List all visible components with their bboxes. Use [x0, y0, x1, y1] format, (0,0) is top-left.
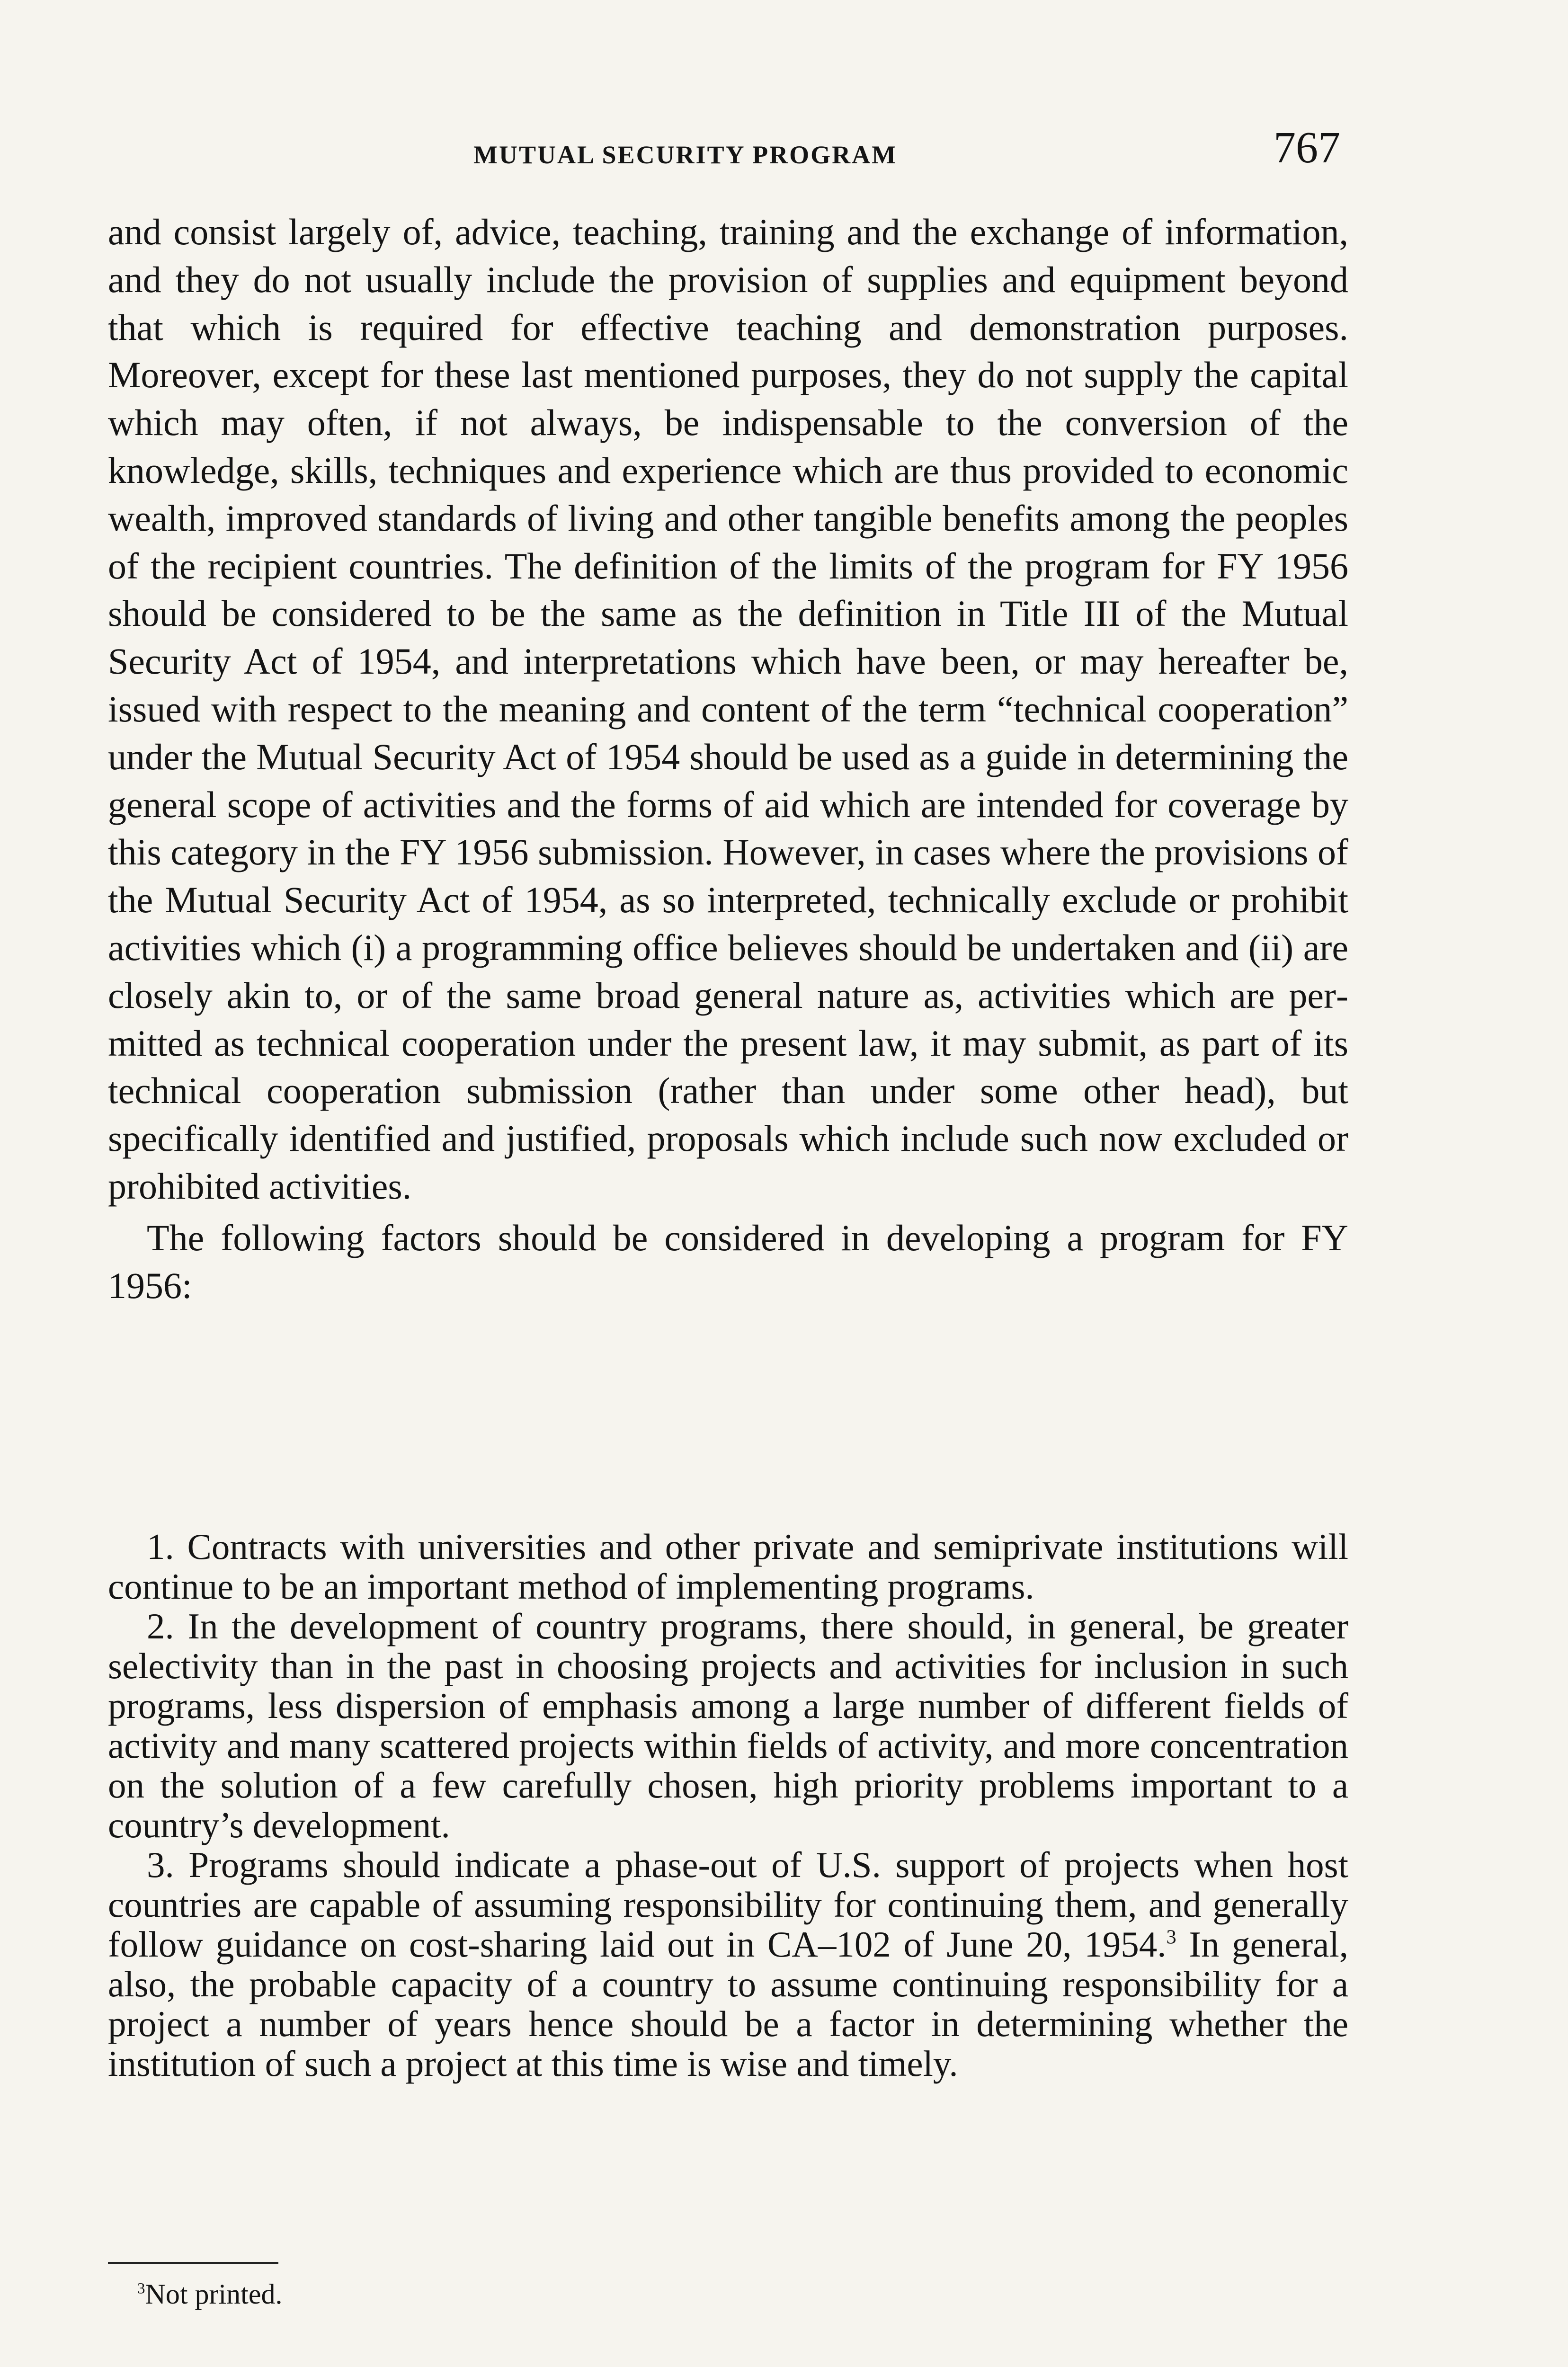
paragraph-1: and consist largely of, advice, teaching, training and the exchange of information, and they do not usually include the provision of supplies and equipment beyond that which is required for effective teaching and demonstration purposes. Moreover, except for these last mentioned purposes, they do not supply the capital which may often, if not always, be indispensable to the conversion of the knowledge, skills, techniques and experience which are thus provided to economic wealth, improved standards of living and other tangible benefits among the peoples of the recipient countries. The definition of the limits of the program for FY 1956 should be considered to be the same as the definition in Title III of the Mutual Security Act of 1954, and interpretations which have been, or may hereafter be, issued with respect to the meaning and content of the term “technical cooperation” under the Mutual Security Act of 1954 should be used as a guide in determining the general scope of activities and the forms of aid which are intended for coverage by this category in the FY 1956 submission. However, in cases where the provisions of the Mutual Security Act of 1954, as so interpreted, technically exclude or prohibit activities which (i) a programming office believes should be undertaken and (ii) are closely akin to, or of the same broad general nature as, activities which are permitted as technical cooperation under the present law, it may submit, as part of its technical cooperation submission (rather than under some other head), but specifically identified and justified, proposals which include such now excluded or prohibited activities.	[108, 211, 1348, 1207]
list-item-2: 2. In the development of country programs, there should, in general, be greater selectivity than in the past in choosing projects and activities for inclusion in such programs, less dispersion of emphasis among a large number of different fields of activity and many scattered projects within fields of activity, and more concentration on the solution of a few carefully chosen, high priority problems important to a country’s development.	[108, 1606, 1348, 1845]
footnote-reference: 3	[1166, 1926, 1176, 1949]
footnote-marker: 3	[137, 2280, 145, 2297]
list-item-3-text-a: 3. Programs should indicate a phase-out of U.S. support of projects when host countries are capable of assuming responsibility for continuing them, and generally follow guidance on cost-sharing laid out in CA–102 of June 20, 1954.	[108, 1844, 1348, 1965]
footnote	[137, 2278, 282, 2311]
factor-list	[108, 1527, 1348, 2083]
body-text	[108, 208, 1348, 1309]
footnote-text: Not printed.	[145, 2278, 283, 2310]
footnote-rule	[108, 2262, 278, 2264]
list-item-3	[108, 1845, 1348, 2083]
page-number: 767	[1274, 123, 1340, 172]
list-item-1: 1. Contracts with universities and other private and semiprivate institutions will continue to be an important method of implementing programs.	[108, 1526, 1348, 1607]
list-item-3-text-b: In general, also, the probable capacity of a country to assume continuing responsibility for a project a number of years hence should be a factor in determining whether the institution of such a project at this time is wise and timely.	[108, 1924, 1348, 2084]
running-head: MUTUAL SECURITY PROGRAM	[473, 141, 898, 169]
paragraph-2: The following factors should be considered in developing a program for FY 1956:	[108, 1217, 1348, 1306]
